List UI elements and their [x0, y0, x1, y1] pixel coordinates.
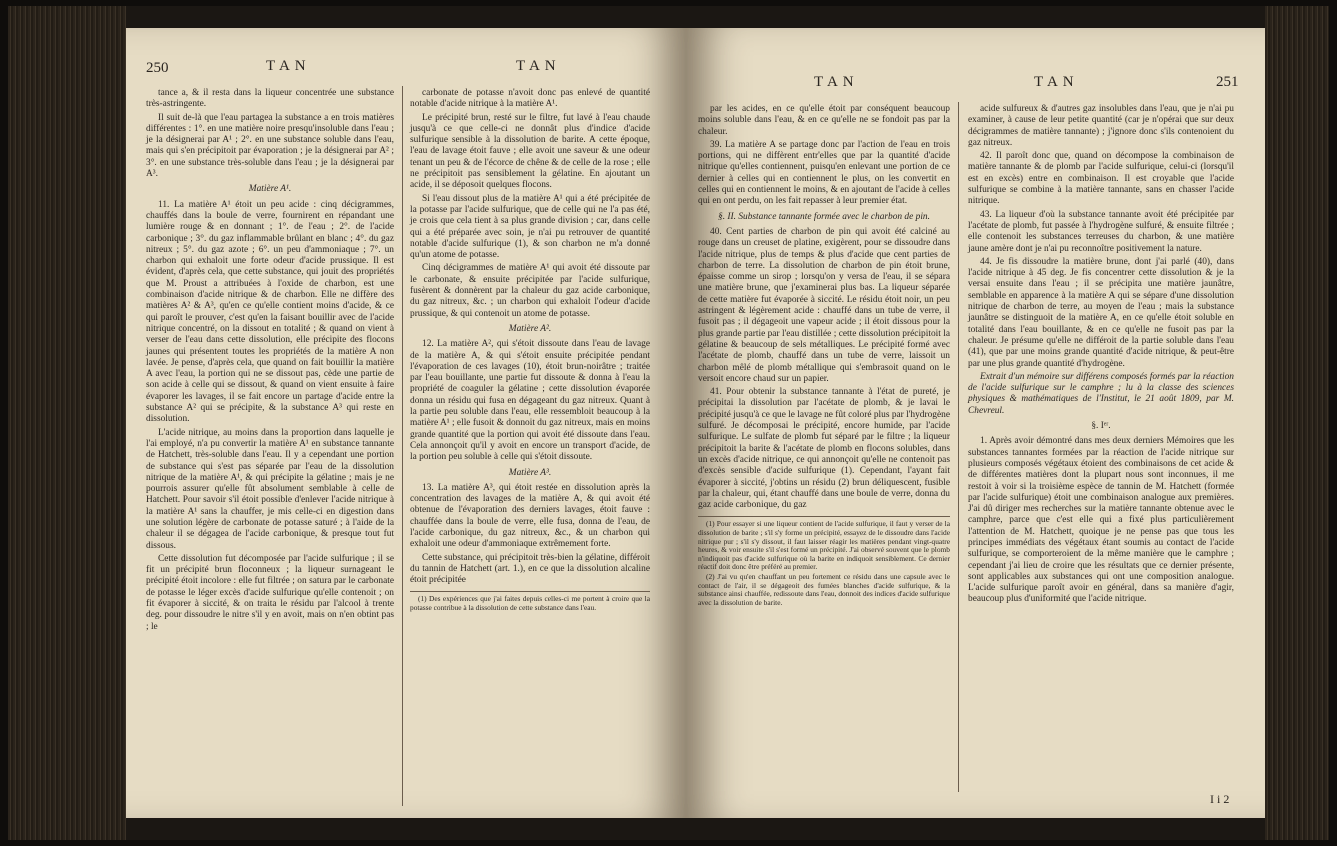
column-divider: [958, 102, 959, 792]
right-column-2: [968, 104, 1234, 608]
section-mark: §. Iᵉʳ.: [1091, 421, 1111, 432]
signature-mark: I i 2: [1210, 792, 1230, 806]
running-head-left: TAN: [814, 74, 859, 90]
paragraph: carbonate de potasse n'avoit donc pas enlevé de quantité notable d'acide nitrique à la matière A¹.: [410, 88, 650, 110]
running-head-left: TAN: [266, 58, 311, 74]
paragraph: 44. Je fis dissoudre la matière brune, dont j'ai parlé (40), dans l'acide nitrique à 45 deg. Je fis concentrer cette dissolution & je la versai ensuite dans l'eau ; il se précipita une matière jaunâtre, semblable en apparence à la matière A qui se sépare d'une dissolution nitrique de charbon de terre, au moyen de l'eau ; mais la substance jaunâtre se distinguoit de la matière A, en ce qu'elle étoit soluble en totalité dans l'eau bouillante, & en ce qu'elle ne fusoit pas par la chaleur. Je présume qu'elle ne différoit de la partie soluble dans l'eau (41), que par une moins grande quantité d'acide nitrique, & peut-être par une plus grande quantité d'hydrogène.: [968, 256, 1234, 369]
book-scan: [8, 6, 1329, 840]
paragraph: 39. La matière A se partage donc par l'action de l'eau en trois portions, qui ne diffèrent entr'elles que par la quantité d'acide nitrique qu'elles contiennent, puisqu'en enlevant une portion de ce dernier à celles qui en contiennent le plus, on les convertit en celles qui en contiennent le moins, & en ajoutant de l'acide à celles qui en ont perdu, on les fait repasser à leur premier état.: [698, 139, 950, 207]
section-heading: Matière A¹.: [248, 184, 292, 195]
paragraph: Cette substance, qui précipitoit très-bien la gélatine, différoit du tannin de Hatchett (art. 1.), en ce que la dissolution alcaline étoit précipitée: [410, 552, 650, 586]
page-number: 251: [1216, 74, 1239, 90]
paragraph: Il suit de-là que l'eau partagea la substance a en trois matières différentes : 1°. en une matière noire presqu'insoluble dans l'eau ; je la désignerai par A¹ ; 2°. en une substance soluble dans l'eau, mais qui s'en précipitoit par évaporation ; je la désignerai par A² ; 3°. en une substance très-soluble dans l'eau ; je la désignerai par A³.: [146, 112, 394, 180]
paragraph: par les acides, en ce qu'elle étoit par conséquent beaucoup moins soluble dans l'eau, & en ce qu'elle ne se fondoit pas par la chaleur.: [698, 104, 950, 137]
paragraph: 41. Pour obtenir la substance tannante à l'état de pureté, je précipitai la dissolution par l'acétate de plomb, & je lavai le précipité jusqu'à ce que le lavage ne fût coloré plus par l'hydrogène sulfuré. Je décomposai le précipité, encore humide, par l'acide sulfurique. Le sulfate de plomb fut séparé par le filtre ; la liqueur précipitoit la barite & l'acétate de plomb en flocons solubles, dans un excès d'acide nitrique, ce qui annonçoit qu'elle ne contenoit pas d'excès sensible d'acide sulfurique (1). Cependant, l'ayant fait évaporer à siccité, j'obtins un résidu (2) brun déliquescent, fusible par la chaleur, qui, étant chauffé dans une boule de verre, donna du gaz acide carbonique, du gaz: [698, 387, 950, 511]
section-heading: Matière A².: [508, 323, 552, 334]
paragraph: Cinq décigrammes de matière A¹ qui avoit été dissoute par le carbonate, & ensuite précipitée par l'acide sulfurique, fusèrent & donnèrent par la chaleur du gaz acide carbonique, du gaz nitreux, &c. ; un charbon qui exhaloit l'odeur d'acide prussique, & qui contenoit un atome de potasse.: [410, 263, 650, 319]
running-head-right: TAN: [516, 58, 561, 74]
section-heading: §. II. Substance tannante formée avec le charbon de pin.: [718, 211, 930, 222]
left-page: [126, 28, 686, 818]
footnote: [410, 591, 650, 612]
footnotes: [698, 516, 950, 607]
footnote-text: (1) Des expériences que j'ai faites depuis celles-ci me portent à croire que la potasse contribue à la dissolution de cette substance dans l'eau.: [410, 594, 650, 613]
running-head-right: TAN: [1034, 74, 1079, 90]
paragraph: acide sulfureux & d'autres gaz insolubles dans l'eau, que je n'ai pu examiner, à cause de leur petite quantité (car je n'opérai que sur deux décigrammes de matière tannante) ; j'ignore donc s'ils contenoient du gaz nitreux.: [968, 104, 1234, 148]
extract-title: Extrait d'un mémoire sur différens composés formés par la réaction de l'acide sulfurique sur le camphre ; lu à la classe des sciences physiques & mathématiques de l'Institut, le 21 août 1809, par M. Chevreul.: [968, 371, 1234, 416]
paragraph: 11. La matière A¹ étoit un peu acide : cinq décigrammes, chauffés dans la boule de verre, fournirent en répandant une lumière rouge & en donnant ; 1°. de l'eau ; 2°. de l'acide carbonique ; 3°. du gaz inflammable brûlant en blanc ; 4°. du gaz nitreux ; 5°. du gaz azote ; 6°. un peu d'ammoniaque ; 7°. un charbon qui exhaloit une forte odeur d'acide prussique. Il est évident, d'après cela, que cette substance, qui jouit des propriétés que M. Proust a attribuées à l'oxide de charbon, est une combinaison d'acide nitrique & de charbon. Elle ne diffère des matières A² & A³, qu'en ce qu'elle contient moins d'acide, & ce qui paroît le prouver, c'est qu'en la faisant bouillir avec de l'acide nitrique concentré, on la dissout en totalité ; & quand on vient à verser de l'eau dans cette dissolution, elle précipite des flocons jaunes qui présentent toutes les propriétés de la matière A non lavée. Je pense, d'après cela, que quand on fait bouillir la matière A avec l'eau, la portion qui ne se dissout pas, cède une partie de son acide à celle qui se dissout, & quand on vient ensuite à faire évaporer les lavages, il se fait encore un partage d'acide entre la substance A² qui se précipite, & la substance A³ qui reste en dissolution.: [146, 199, 394, 425]
paragraph: 43. La liqueur d'où la substance tannante avoit été précipitée par l'acétate de plomb, fut passée à l'hydrogène sulfuré, & ensuite filtrée ; elle contenoit les substances terreuses du charbon, & une matière jaune amère dont je n'ai pu reconnoître positivement la nature.: [968, 209, 1234, 254]
paragraph: 42. Il paroît donc que, quand on décompose la combinaison de matière tannante & de plomb par l'acide sulfurique, celui-ci (lorsqu'il est en excès) entre en combinaison. Il est croyable que l'acide sulfurique se combine à la matière tannante, sans en chasser l'acide nitrique.: [968, 151, 1234, 207]
section-heading: Matière A³.: [508, 467, 552, 478]
right-page: [686, 28, 1265, 818]
left-column-2: [410, 88, 650, 614]
paragraph: Cette dissolution fut décomposée par l'acide sulfurique ; il se fit un précipité brun floconneux ; la liqueur surnageant le précipité étoit incolore : elle fut filtrée ; on satura par le carbonate de potasse le léger excès d'acide sulfurique qu'elle contenoit ; on fit évaporer à siccité, & on traita le résidu par l'alcool à trente deg. pour dissoudre le nitre s'il y en avoit, mais on n'en obtint pas ; le: [146, 553, 394, 632]
paragraph: 1. Après avoir démontré dans mes deux derniers Mémoires que les substances tannantes formées par la réaction de l'acide nitrique sur plusieurs composés végétaux étoient des combinaisons de cet acide & de différentes matières dont la plupart nous sont inconnues, il me restoit à voir si la troisième espèce de tannin de M. Hatchett (formée par l'acide sulfurique) étoit une combinaison analogue aux premières. J'ai dû diriger mes recherches sur la matière tannante obtenue avec le camphre, parce que c'est elle qui a fixé plus particulièrement l'attention de M. Hatchett, quoique je ne pense pas que tous les principes immédiats des végétaux étant soumis au contact de l'acide sulfurique, se comporteroient de la même manière que le camphre ; cependant j'ai lieu de croire que les résultats que ce dernier présente, sont applicables aux substances qui ont une composition analogue. L'acide sulfurique paroît avoir en général, dans sa manière d'agir, beaucoup plus d'uniformité que l'acide nitrique.: [968, 436, 1234, 605]
paragraph: L'acide nitrique, au moins dans la proportion dans laquelle je l'ai employé, n'a pu convertir la matière A¹ en substance tannante de Hatchett, très-soluble dans l'eau. Il y a cependant une portion de substance qui s'est pas séparée par l'eau de la dissolution nitrique de la matière A¹, & qui précipite la gélatine ; mais je ne pourrois assurer qu'elle fût absolument semblable à celle de Hatchett. Pour savoir s'il étoit possible d'enlever l'acide nitrique à la matière A¹ sans la chauffer, je mis celle-ci en digestion dans une solution légère de carbonate de potasse saturé ; à l'aide de la chaleur il se dégagea de l'acide carbonique, & presque tout fut dissous.: [146, 427, 394, 551]
paragraph: tance a, & il resta dans la liqueur concentrée une substance très-astringente.: [146, 88, 394, 110]
right-column-1: [698, 104, 950, 608]
paragraph: 40. Cent parties de charbon de pin qui avoit été calciné au rouge dans un creuset de platine, exigèrent, pour se dissoudre dans l'acide nitrique, plus de temps & plus d'acide que cent parties de charbon de terre. La dissolution de charbon de pin étoit brune, épaisse comme un sirop ; lorsqu'on y versa de l'eau, il se sépara une matière brune, que j'examinerai plus bas. La liqueur séparée de cette matière fut évaporée à siccité. Le résidu étoit noir, un peu astringent & légèrement acide : chauffé dans un tube de verre, il fusoit pas ; il dégageoit une vapeur acide ; il étoit dissous pour la plus grande partie par l'eau distillée ; cette dissolution précipitoit la gélatine & beaucoup de sels métalliques. Le précipité formé avec l'acétate de plomb, chauffé dans un tube de verre, laissoit un charbon mêlé de plomb métallique qui s'embrasoit quand on le versoit encore chaud sur un papier.: [698, 226, 950, 384]
page-edges-left: [8, 6, 126, 840]
paragraph: 13. La matière A³, qui étoit restée en dissolution après la concentration des lavages de la matière A, & qui avoit été obtenue de l'évaporation des derniers lavages, étoit fauve : chauffée dans la boule de verre, elle fusa, donna de l'eau, de l'acide carbonique, du gaz nitreux, &c., & un charbon qui exhaloit une odeur d'ammoniaque extrêmement forte.: [410, 482, 650, 550]
paragraph: Si l'eau dissout plus de la matière A¹ qui a été précipitée de la potasse par l'acide sulfurique, que de celle qui ne l'a pas été, je crois que cela tient à sa plus grande division ; car, dans celle qui a été préparée avec soin, je n'ai pu retrouver de quantité notable d'acide sulfurique (1), & son charbon ne m'a donné qu'un atome de potasse.: [410, 193, 650, 261]
page-edges-right: [1265, 6, 1329, 840]
column-divider: [402, 86, 403, 806]
footnote-text: (2) J'ai vu qu'en chauffant un peu fortement ce résidu dans une capsule avec le contact de l'air, il se dégageoit des fumées blanches d'acide sulfurique, & la substance ainsi chauffée, redissoute dans l'eau, donnoit des indices d'acide sulfurique avec la dissolution de barite.: [698, 571, 950, 607]
paragraph: Le précipité brun, resté sur le filtre, fut lavé à l'eau chaude jusqu'à ce que celle-ci ne donnât plus d'indice d'acide sulfurique sensible à la dissolution de barite. A cette époque, l'eau de lavage étoit fauve ; elle avoit une saveur & une odeur tenant un peu & de l'écorce de chêne & de celle de la rose ; elle ne précipitoit pas sensiblement la gélatine. En ajoutant un acide, il se déposoit quelques flocons.: [410, 112, 650, 191]
left-column-1: [146, 88, 394, 635]
footnote-text: (1) Pour essayer si une liqueur contient de l'acide sulfurique, il faut y verser de la dissolution de barite ; s'il s'y forme un précipité, essayez de le dissoudre dans l'acide nitrique pur ; s'il s'y dissout, il faut laisser réagir les matières pendant vingt-quatre heures, & voir ensuite s'il s'est formé un précipité. J'ai observé souvent que le plomb n'indiquoit pas d'acide sulfurique où la barite en indiquoit sensiblement. Ce dernier réactif doit donc être préféré au premier.: [698, 519, 950, 572]
paragraph: 12. La matière A², qui s'étoit dissoute dans l'eau de lavage de la matière A, & qui s'étoit ensuite précipitée pendant l'évaporation de ces lavages (10), étoit brun-noirâtre ; traitée par l'eau bouillante, une partie fut dissoute & donna à l'eau la propriété de coaguler la gélatine ; cette dissolution évaporée donna un résidu qui fusa en dégageant du gaz nitreux. Quant à la partie peu soluble dans l'eau, elle ressembloit beaucoup à la matière A¹ ; elle fusoit & donnoit du gaz nitreux, mais en moins grande quantité que la portion qui avoit été dissoute dans l'eau. Cela annonçoit qu'il y avoit en encore un transport d'acide, de la portion peu soluble à celle qui s'étoit dissoute.: [410, 339, 650, 463]
page-number: 250: [146, 60, 169, 76]
